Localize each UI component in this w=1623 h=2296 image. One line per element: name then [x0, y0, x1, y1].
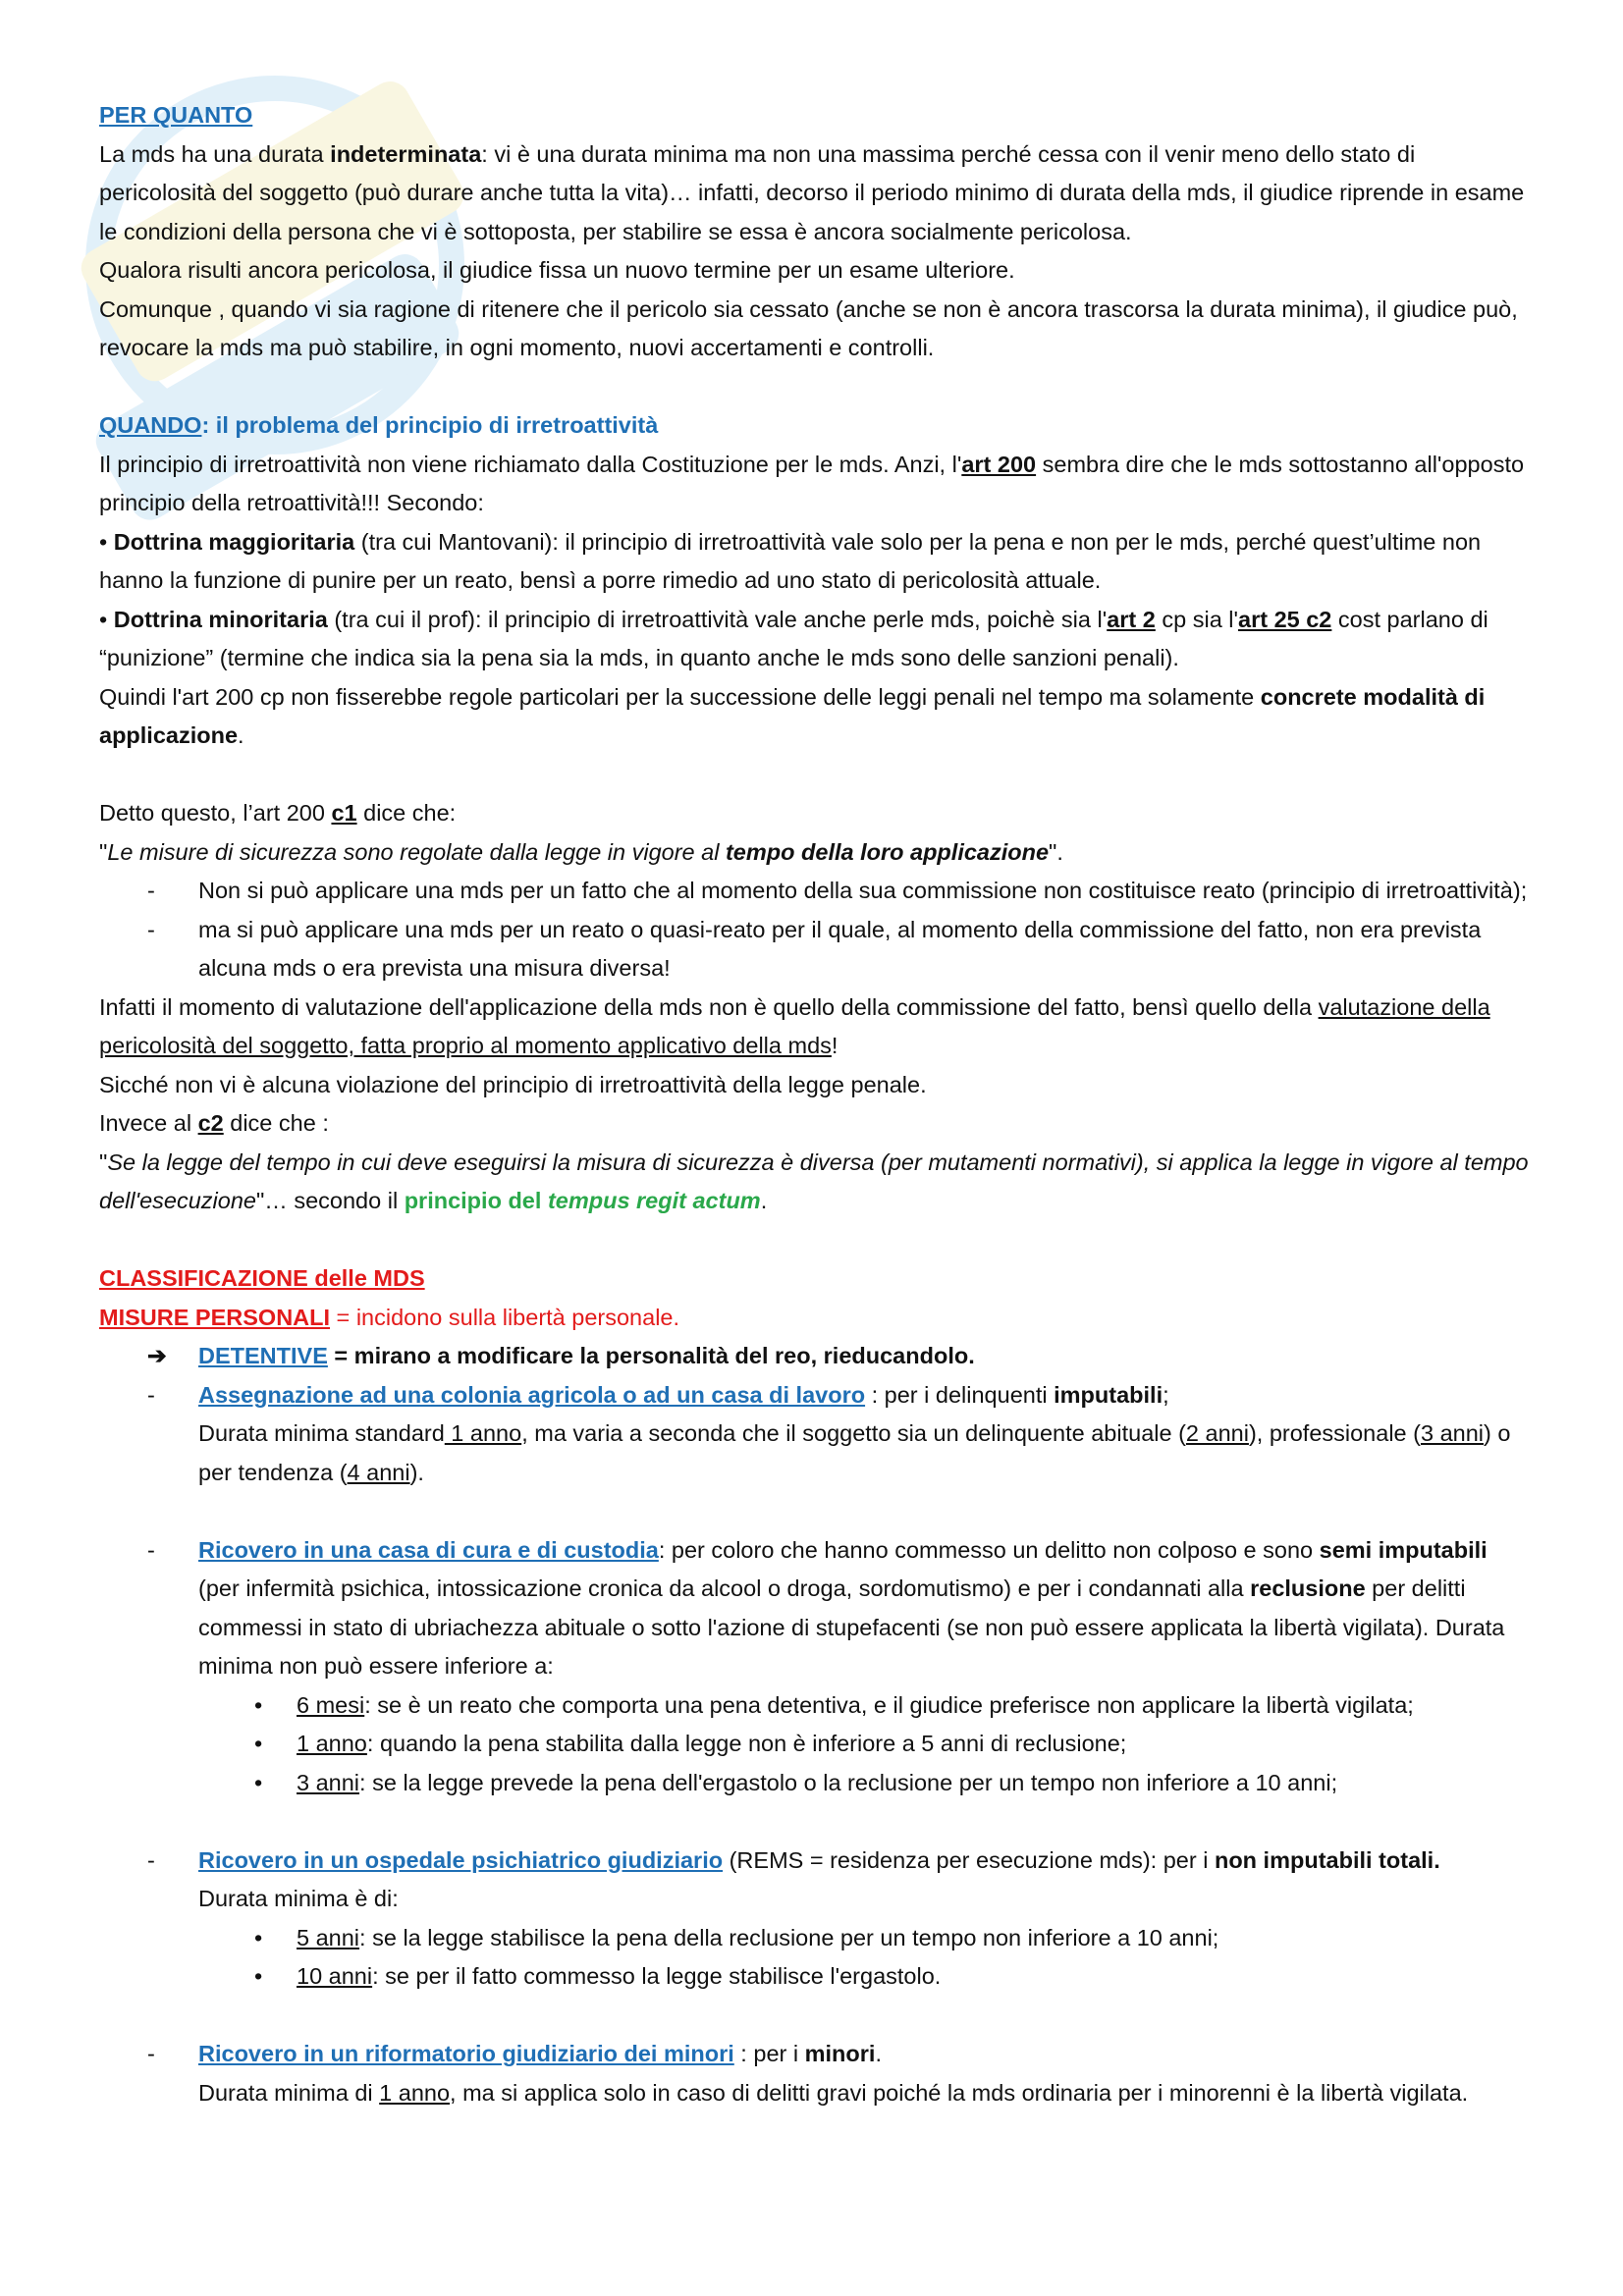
paragraph: Infatti il momento di valutazione dell'applicazione della mds non è quello della commissione del fatto, bensì quello della valutazione della pericolosità del soggetto, fatta proprio al momento applicativo della mds! — [99, 993, 1490, 1058]
quote-c1: "Le misure di sicurezza sono regolate dalla legge in vigore al tempo della loro applicazione". — [99, 838, 1063, 865]
paragraph: Comunque , quando vi sia ragione di ritenere che il pericolo sia cessato (anche se non è ancora trascorsa la durata minima), il giudice può, revocare la mds ma può stabilire, in ogni momento, nuovi accertamenti e controlli. — [99, 295, 1518, 360]
paragraph: Il principio di irretroattività non viene richiamato dalla Costituzione per le mds. Anzi, l'art 200 sembra dire che le mds sottostanno all'opposto principio della retroattività!!! Secondo: — [99, 451, 1525, 515]
document-page — [99, 96, 1533, 2112]
list-item-riformatorio: - Ricovero in un riformatorio giudiziario dei minori : per i minori. — [147, 2041, 882, 2066]
list-item: - Non si può applicare una mds per un fatto che al momento della sua commissione non costituisce reato (principio di irretroattività); — [147, 878, 1528, 903]
list-item-colonia: - Assegnazione ad una colonia agricola o ad un casa di lavoro : per i delinquenti imputabili; — [147, 1381, 1169, 1408]
paragraph: Detto questo, l’art 200 c1 dice che: — [99, 800, 457, 826]
arrow-icon: ➔ — [147, 1343, 167, 1368]
bullet-item: • 10 anni: se per il fatto commesso la legge stabilisce l'ergastolo. — [254, 1963, 942, 1989]
list-item: - ma si può applicare una mds per un reato o quasi-reato per il quale, al momento della commissione del fatto, non era prevista alcuna mds o era prevista una misura diversa! — [147, 916, 1482, 981]
paragraph: Durata minima di 1 anno, ma si applica solo in caso di delitti gravi poiché la mds ordinaria per i minorenni è la libertà vigilata. — [198, 2079, 1469, 2106]
bullet-item: • 1 anno: quando la pena stabilita dalla legge non è inferiore a 5 anni di reclusione; — [254, 1731, 1127, 1756]
bullet-item: • 5 anni: se la legge stabilisce la pena della reclusione per un tempo non inferiore a 10 anni; — [254, 1924, 1219, 1950]
section-title-quando: QUANDO: il problema del principio di irretroattività — [99, 412, 659, 438]
section-title-per-quanto: PER QUANTO — [99, 102, 253, 128]
paragraph: Qualora risulti ancora pericolosa, il giudice fissa un nuovo termine per un esame ulteriore. — [99, 257, 1015, 283]
quote-c2: "Se la legge del tempo in cui deve eseguirsi la misura di sicurezza è diversa (per mutamenti normativi), si applica la legge in vigore al tempo dell'esecuzione"… secondo il principio del tempus regit actum. — [99, 1148, 1529, 1213]
paragraph: Sicché non vi è alcuna violazione del principio di irretroattività della legge penale. — [99, 1071, 927, 1097]
bullet-item: • 6 mesi: se è un reato che comporta una pena detentiva, e il giudice preferisce non applicare la libertà vigilata; — [254, 1691, 1414, 1718]
paragraph: La mds ha una durata indeterminata: vi è una durata minima ma non una massima perché cessa con il venir meno dello stato di pericolosità del soggetto (può durare anche tutta la vita)… infatti, decorso il periodo minimo di durata della mds, il giudice riprende in esame le condizioni della persona che vi è sottoposta, per stabilire se essa è ancora socialmente pericolosa. — [99, 140, 1525, 244]
list-item-ospedale: - Ricovero in un ospedale psichiatrico giudiziario (REMS = residenza per esecuzione mds): per i non imputabili totali. — [147, 1846, 1440, 1873]
section-title-classificazione: CLASSIFICAZIONE delle MDS — [99, 1265, 425, 1291]
bullet-item: • 3 anni: se la legge prevede la pena dell'ergastolo o la reclusione per un tempo non inferiore a 10 anni; — [254, 1769, 1338, 1795]
doctrine-minority: • Dottrina minoritaria (tra cui il prof): il principio di irretroattività vale anche perle mds, poichè sia l'art 2 cp sia l'art 25 c2 cost parlano di “punizione” (termine che indica sia la pena sia la mds, in quanto anche le mds sono delle sanzioni penali). — [99, 606, 1488, 670]
list-item-casa-cura: - Ricovero in una casa di cura e di custodia: per coloro che hanno commesso un delitto non colposo e sono semi imputabili (per infermità psichica, intossicazione cronica da alcool o droga, sordomutismo) e per i condannati alla reclusione per delitti commessi in stato di ubriachezza abituale o sotto l'azione di stupefacenti (se non può essere applicata la libertà vigilata). Durata minima non può essere inferiore a: — [147, 1536, 1505, 1679]
misure-personali: MISURE PERSONALI = incidono sulla libertà personale. — [99, 1304, 680, 1330]
doctrine-majority: • Dottrina maggioritaria (tra cui Mantovani): il principio di irretroattività vale solo per la pena e non per le mds, perché quest’ultime non hanno la funzione di punire per un reato, bensì a porre rimedio ad uno stato di pericolosità attuale. — [99, 528, 1482, 593]
detentive-heading: ➔ DETENTIVE = mirano a modificare la personalità del reo, rieducandolo. — [99, 1337, 1533, 1376]
paragraph: Invece al c2 dice che : — [99, 1110, 329, 1136]
paragraph: Durata minima è di: — [198, 1886, 399, 1911]
paragraph: Quindi l'art 200 cp non fisserebbe regole particolari per la successione delle leggi penali nel tempo ma solamente concrete modalità di applicazione. — [99, 683, 1486, 748]
paragraph: Durata minima standard 1 anno, ma varia a seconda che il soggetto sia un delinquente abituale (2 anni), professionale (3 anni) o per tendenza (4 anni). — [198, 1420, 1511, 1485]
